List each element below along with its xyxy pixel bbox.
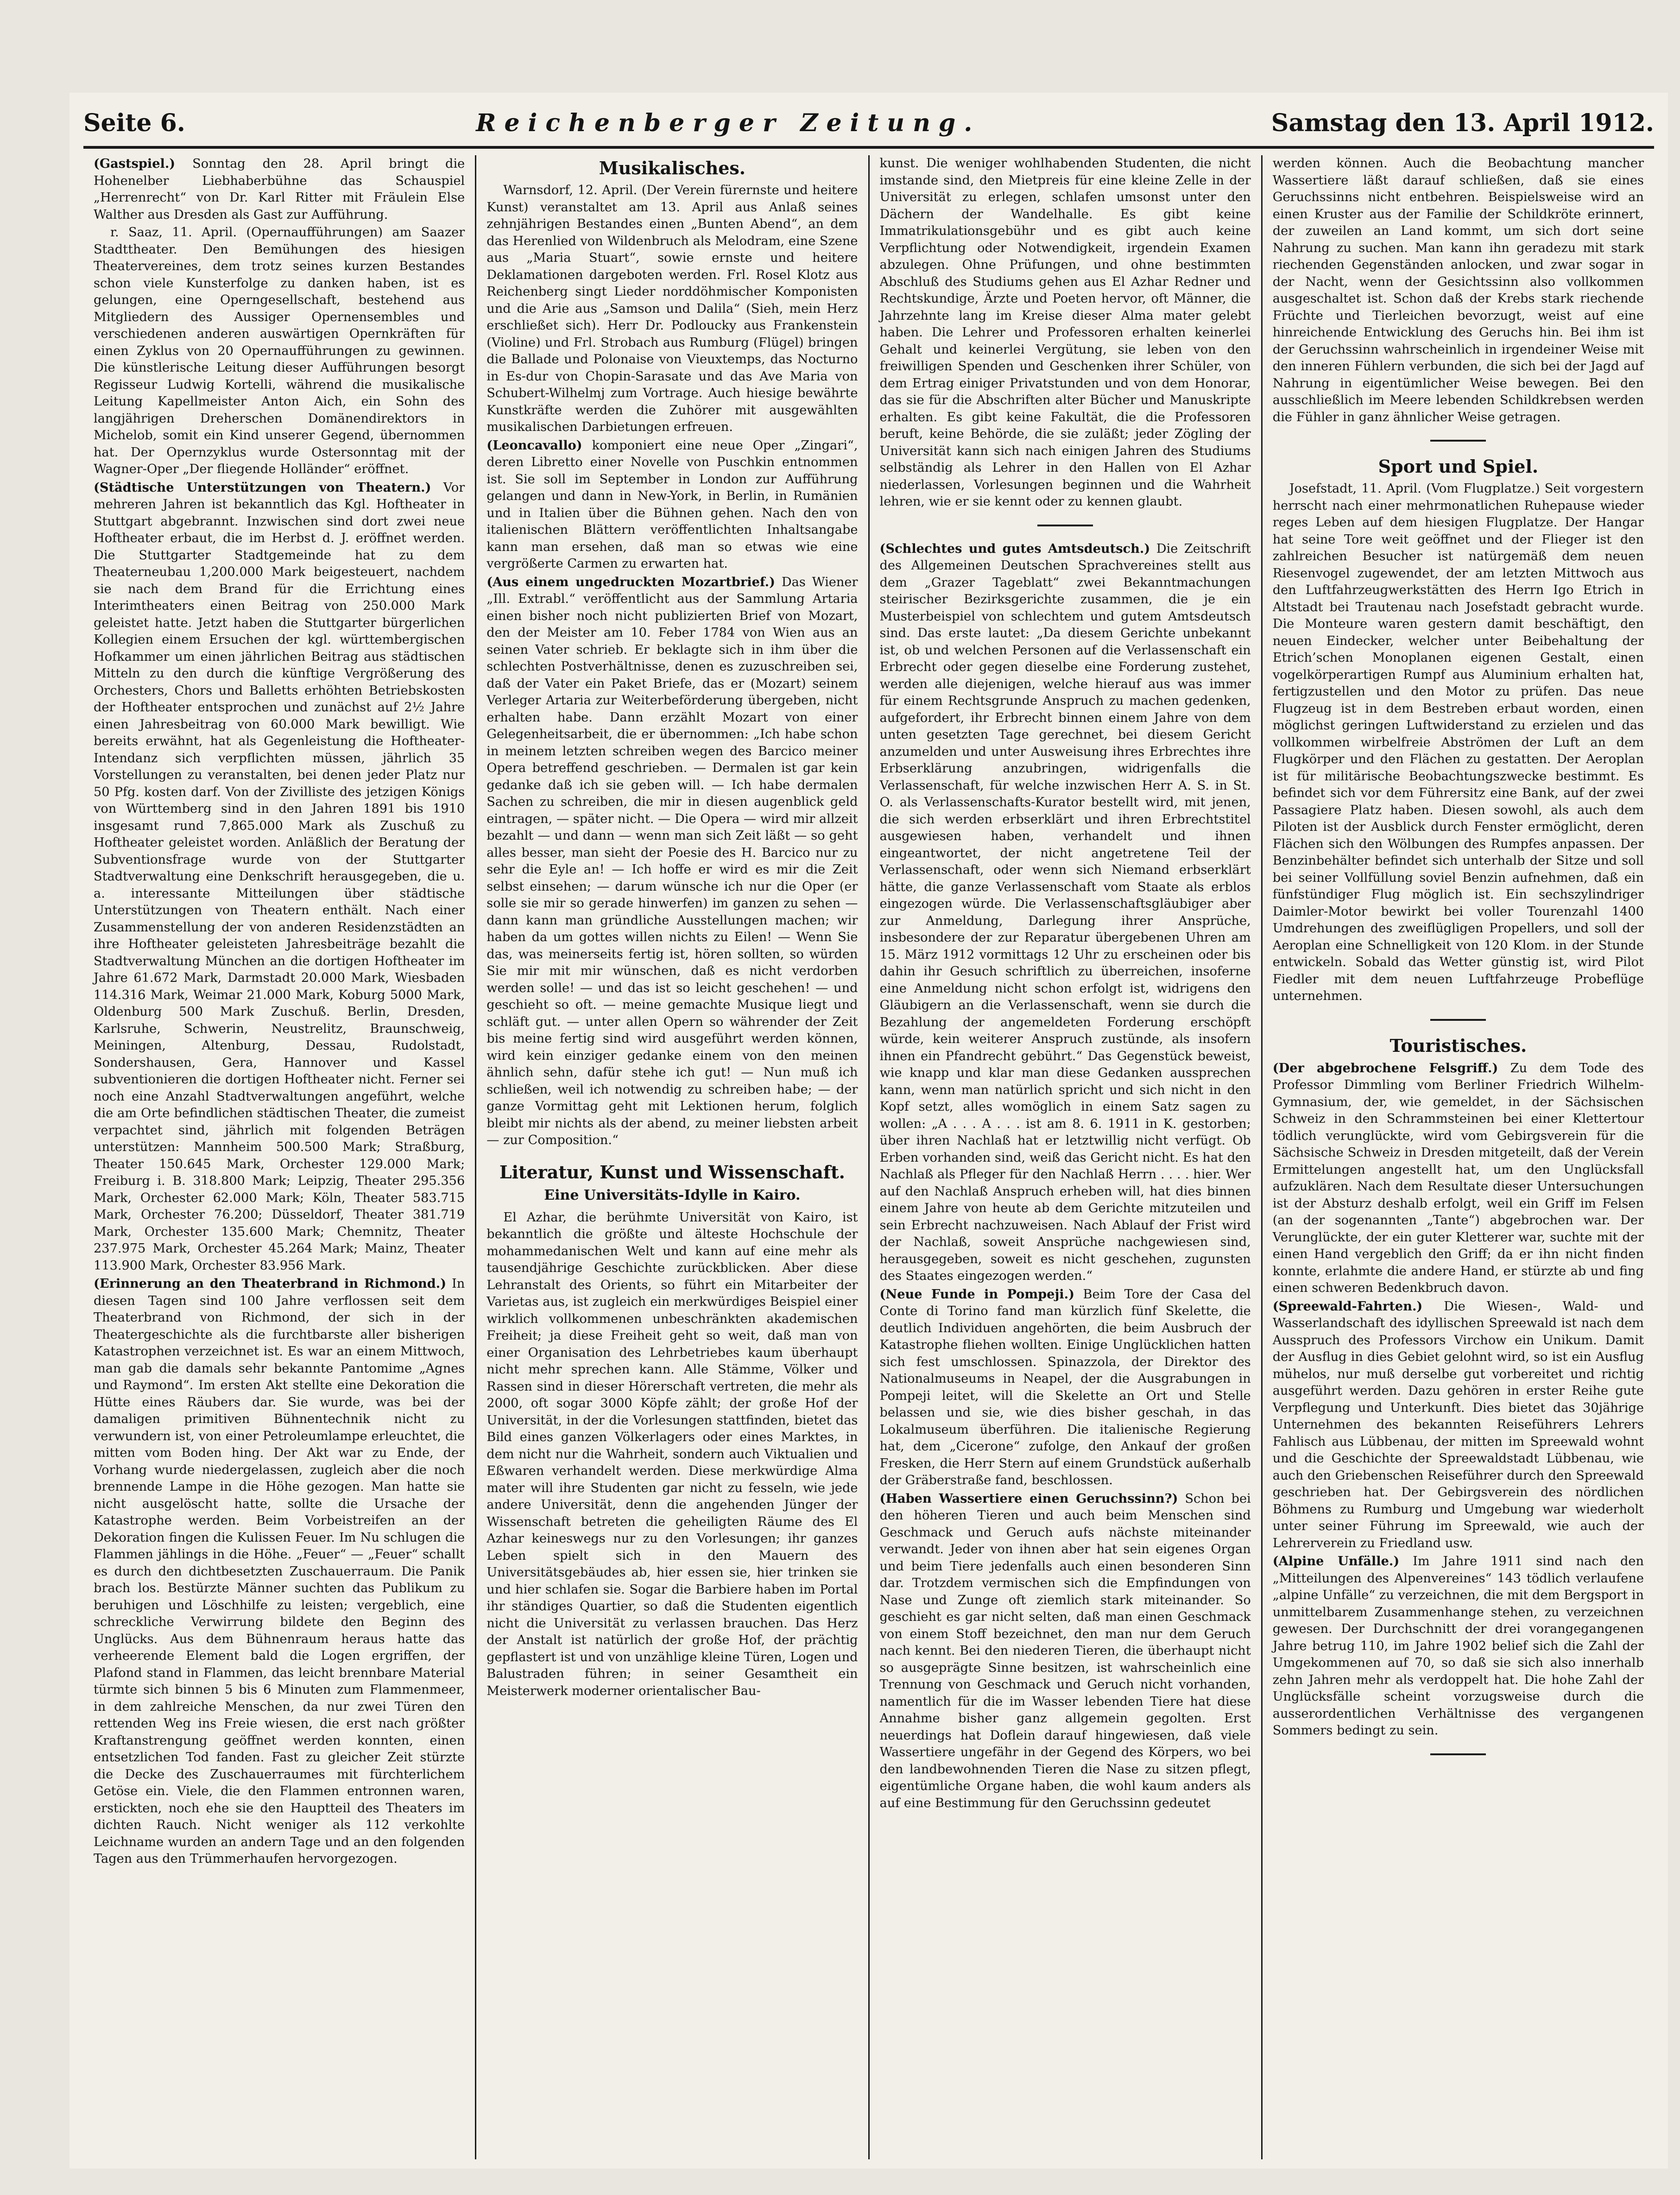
article-title-kairo: Eine Universitäts-Idylle in Kairo. [544, 1187, 801, 1203]
article-el-azhar-continued: kunst. Die weniger wohlhabenden Studenten, die nicht imstande sind, den Mietpreis für eine kleine Zelle in der Universität zu erlegen, schlafen umsonst unter den Dächern der Wandelhalle. Es gibt keine Immatrikulationsgebühr und es gibt auch keine Verpflichtung oder Notwendigkeit, irgendein Examen abzulegen. Ohne Prüfungen, und ohne bestimmten Abschluß des Studiums gehen aus El Azhar Redner und Rechtskundige, Ärzte und Poeten hervor, oft Männer, die Jahrzehnte lang im Kreise dieser Alma mater gelebt haben. Die Lehrer und Professoren erhalten keinerlei Gehalt und keinerlei Vergütung, sie leben von den freiwilligen Spenden und Geschenken ihrer Schüler, von dem Ertrag einiger Privatstunden und von dem Honorar, das sie für die Abschriften alter Bücher und Manuskripte erhalten. Es gibt keine Fakultät, die die Professoren beruft, keine Behörde, die sie zuläßt; jeder Zögling der Universität kann sich nach einigen Jahren des Studiums selbständig als Lehrer in den Hallen von El Azhar niederlassen, Vorlesungen beginnen und die Wahrheit lehren, wie er sie kennt oder zu kennen glaubt. [879, 156, 1251, 509]
article-richmond: (Erinnerung an den Theaterbrand in Richmond.) In diesen Tagen sind 100 Jahre verflossen seit dem Theaterbrand von Richmond, der sich in der Theatergeschichte als die furchtbarste aller bisherigen Katastrophen verzeichnet ist. Es war an einem Mittwoch, man gab die damals sehr bekannte Pantomime „Agnes und Raymond“. Im ersten Akt stellte eine Dekoration die Hütte eines Räubers dar. Sie wurde, was bei der damaligen primitiven Bühnentechnik nicht zu verwundern ist, von einer Petroleumlampe erleuchtet, die mitten vom Boden hing. Der Akt war zu Ende, der Vorhang wurde niedergelassen, zugleich aber die noch brennende Lampe in die Höhe gezogen. Man hatte sie nicht ausgelöscht hatte, sollte die Ursache der Katastrophe werden. Beim Vorbeistreifen an der Dekoration fingen die Kulissen Feuer. Im Nu schlugen die Flammen jählings in die Höhe. „Feuer“ — „Feuer“ schallt es durch den dichtbesetzten Zuschauerraum. Die Panik brach los. Bestürzte Männer suchten das Publikum zu beruhigen und Löschhilfe zu leisten; vergeblich, eine schreckliche Verwirrung bildete den Beginn des Unglücks. Aus dem Bühnenraum heraus hatte das verheerende Element bald die Logen ergriffen, der Plafond stand in Flammen, das leicht brennbare Material türmte sich binnen 5 bis 6 Minuten zum Flammenmeer, in dem zahlreiche Menschen, da nur zwei Türen den rettenden Weg ins Freie wiesen, die erst nach größter Kraftanstrengung geöffnet werden konnten, einen entsetzlichen Tod fanden. Fast zu gleicher Zeit stürzte die Decke des Zuschauerraumes mit fürchterlichem Getöse ein. Viele, die den Flammen entronnen waren, erstickten, noch ehe sie den Hauptteil des Theaters im dichten Rauch. Nicht weniger als 112 verkohlte Leichname wurden an andern Tage und an den folgenden Tagen aus den Trümmerhaufen hervorgezogen. [94, 1276, 465, 1866]
page-number: Seite 6. [83, 108, 185, 137]
section-heading-sport: Sport und Spiel. [1378, 456, 1539, 477]
page-header [83, 102, 1654, 144]
section-heading-touristik: Touristisches. [1389, 1035, 1527, 1056]
article-gastspiel: (Gastspiel.) Sonntag den 28. April bringt die Hohenelber Liebhaberbühne das Schauspiel „Herrenrecht“ von Dr. Karl Ritter mit Fräulein Else Walther aus Dresden als Gast zur Aufführung. [94, 156, 465, 222]
article-leoncavallo: (Leoncavallo) komponiert eine neue Oper „Zingari“, deren Libretto einer Novelle von Puschkin entnommen ist. Sie soll im September in London zur Aufführung gelangen und dann in New-York, in Berlin, in Rumänien und in Italien über die Bühnen gehen. Nach den von italienischen Blättern veröffentlichten Inhaltsangabe kann man ersehen, daß man so etwas wie eine vergrößerte Carmen zu erwarten hat. [486, 437, 858, 571]
section-heading-music: Musikalisches. [599, 158, 746, 178]
article-alpine-unfaelle: (Alpine Unfälle.) Im Jahre 1911 sind nach den „Mitteilungen des Alpenvereines“ 143 tödlich verlaufene „alpine Unfälle“ zu verzeichnen, die mit dem Bergsport in unmittelbarem Zusammenhange stehen, zu verzeichnen gewesen. Der Durchschnitt der drei vorangegangenen Jahre betrug 110, im Jahre 1902 belief sich die Zahl der Umgekommenen auf 70, so daß sie sich also innerhalb zehn Jahren mehr als verdoppelt hat. Die hohe Zahl der Unglücksfälle scheint vorzugsweise durch die ausserordentlichen Verhältnisse des vergangenen Sommers bedingt zu sein. [1272, 1554, 1644, 1738]
article-warnsdorf: Warnsdorf, 12. April. (Der Verein fürernste und heitere Kunst) veranstaltet am 13. April aus Anlaß seines zehnjährigen Bestandes einen „Bunten Abend“, an dem das Herenlied von Wildenbruch als Melodram, eine Szene aus „Maria Stuart“, sowie ernste und heitere Deklamationen dargeboten werden. Frl. Rosel Klotz aus Reichenberg singt Lieder norddöhmischer Komponisten und die Arie aus „Samson und Dalila“ (Sieh, mein Herz erschließet sich). Herr Dr. Podloucky aus Frankenstein (Violine) und Frl. Strobach aus Rumburg (Flügel) bringen die Ballade und Polonaise von Vieuxtemps, das Nocturno in Es-dur von Chopin-Sarasate und das Ave Maria von Schubert-Wilhelmj zum Vortrage. Auch hiesige bewährte Kunstkräfte werden die Zuhörer mit ausgewählten musikalischen Darbietungen erfreuen. [486, 183, 858, 434]
article-wassertiere-continued: werden können. Auch die Beobachtung mancher Wassertiere läßt darauf schließen, daß sie eines Geruchssinns nicht entbehren. Beispielsweise wird an einen Kruster aus der Familie der Schildkröte erinnert, der zuweilen an Land kommt, um sich dort seine Nahrung zu suchen. Man kann ihn geradezu mit stark riechenden Gegenständen anlocken, und zwar sogar in der Nacht, wenn der Gesichtssinn also vollkommen ausgeschaltet ist. Schon daß der Krebs stark riechende Früchte und Tierleichen bevorzugt, weist auf eine hinreichende Entwicklung des Geruchs hin. Bei ihm ist der Geruchssinn wahrscheinlich in irgendeiner Weise mit den inneren Fühlern verbunden, die sich bei der Jagd auf Nahrung in eigentümlicher Weise bewegen. Bei den ausschließlich im Meere lebenden Schildkrebsen werden die Fühler in ganz ähnlicher Weise getragen. [1272, 156, 1644, 424]
article-separator [1430, 1019, 1486, 1021]
article-amtsdeutsch: (Schlechtes und gutes Amtsdeutsch.) Die Zeitschrift des Allgemeinen Deutschen Sprachvereines stellt aus dem „Grazer Tageblatt“ zwei Bekanntmachungen steirischer Bezirksgerichte zusammen, die je ein Musterbeispiel von schlechtem und gutem Amtsdeutsch sind. Das erste lautet: „Da diesem Gerichte unbekannt ist, ob und welchen Personen auf die Verlassenschaft ein Erbrecht oder gegen dieselbe eine Forderung zustehet, werden alle diejenigen, welche hierauf aus was immer für einem Rechtsgrunde Anspruch zu machen gedenken, aufgefordert, ihr Erbrecht binnen einem Jahre von dem unten gesetzten Tage gerechnet, bei diesem Gericht anzumelden und unter Ausweisung ihres Erbrechtes ihre Erbserklärung anzubringen, widrigenfalls die Verlassenschaft, für welche inzwischen Herr A. S. in St. O. als Verlassenschafts-Kurator bestellt wird, mit jenen, die sich werden erbserklärt und ihren Erbrechtstitel ausgewiesen haben, verhandelt und ihnen eingeantwortet, der nicht angetretene Teil der Verlassenschaft, oder wenn sich Niemand erbserklärt hätte, die ganze Verlassenschaft vom Staate als erblos eingezogen würde. Die Verlassenschaftsgläubiger aber zur Anmeldung, Darlegung ihrer Ansprüche, insbesondere der zur Reparatur übergebenen Uhren am 15. März 1912 vormittags 12 Uhr zu erscheinen oder bis dahin ihr Gesuch schriftlich zu überreichen, insoferne eine Anmeldung nicht schon erfolgt ist, widrigens den Gläubigern an die Verlassenschaft, wenn sie durch die Bezahlung der angemeldeten Forderung erschöpft würde, kein weiterer Anspruch zustünde, als insofern ihnen ein Pfandrecht gebührt.“ Das Gegenstück beweist, wie knapp und klar man diese Gedanken aussprechen kann, wenn man natürlich spricht und sich nicht in den Kopf setzt, alles womöglich in einem Satz sagen zu wollen: „A . . . A . . . ist am 8. 6. 1911 in K. gestorben; über ihren Nachlaß hat er letztwillig nicht verfügt. Ob Erben vorhanden sind, weiß das Gericht nicht. Es hat den Nachlaß als Pfleger für den Nachlaß Herrn . . . . hier. Wer auf den Nachlaß Anspruch erheben will, hat dies binnen einem Jahre von heute ab dem Gerichte mitzuteilen und sein Erbrecht nachzuweisen. Nach Ablauf der Frist wird der Nachlaß, soweit Ansprüche nachgewiesen sind, herausgegeben, soweit es nicht geschehen, zugunsten des Staates eingezogen werden.“ [879, 541, 1251, 1283]
column-3 [870, 155, 1263, 2159]
article-wassertiere: (Haben Wassertiere einen Geruchssinn?) Schon bei den höheren Tieren und auch beim Menschen sind Geschmack und Geruch aufs nächste miteinander verwandt. Jeder von ihnen aber hat sein eigenes Organ und beim Tiere jedenfalls auch einen besonderen Sinn dar. Trotzdem vermischen sich die Empfindungen von Nase und Zunge oft ziemlich stark miteinander. So geschieht es gar nicht selten, daß man einen Geschmack von einem Stoff bezeichnet, den man nur dem Geruch nach kennt. Bei den niederen Tieren, die überhaupt nicht so ausgeprägte Sinne besitzen, ist wahrscheinlich eine Trennung von Geschmack und Geruch nicht vorhanden, namentlich für die im Wasser lebenden Tiere hat diese Annahme bisher ganz allgemein gegolten. Erst neuerdings hat Doflein darauf hingewiesen, daß viele Wassertiere ungefähr in der Gegend des Körpers, wo bei den landbewohnenden Tieren die Nase zu sitzen pflegt, eigentümliche Organe haben, die wohl kaum anders als auf eine Bestimmung für den Geruchssinn gedeutet [879, 1491, 1251, 1810]
article-theater-subsidies: (Städtische Unterstützungen von Theatern.) Vor mehreren Jahren ist bekanntlich das Kgl. Hoftheater in Stuttgart abgebrannt. Inzwischen sind dort zwei neue Hoftheater erbaut, die im Herbst d. J. eröffnet werden. Die Stuttgarter Stadtgemeinde hat zu dem Theaterneubau 1,200.000 Mark beigesteuert, nachdem sie nach dem Brand für die Errichtung eines Interimtheaters einen Beitrag von 250.000 Mark geleistet hatte. Jetzt haben die Stuttgarter bürgerlichen Kollegien einem Ersuchen der kgl. württembergischen Hofkammer um einen jährlichen Beitrag aus städtischen Mitteln zu den durch die künftige Vergrößerung des Orchesters, Chors und Balletts erhöhten Betriebskosten der Hoftheater entsprochen und zunächst auf 2½ Jahre einen Jahresbeitrag von 60.000 Mark bewilligt. Wie bereits erwähnt, hat als Gegenleistung die Hoftheater-Intendanz sich verpflichten müssen, jährlich 35 Vorstellungen zu veranstalten, bei denen jeder Platz nur 50 Pfg. kosten darf. Von der Zivilliste des jetzigen Königs von Württemberg sind in den Jahren 1891 bis 1910 insgesamt rund 7,865.000 Mark als Zuschuß zu Hoftheater geleistet worden. Anläßlich der Beratung der Subventionsfrage wurde von der Stuttgarter Stadtverwaltung eine Denkschrift herausgegeben, die u. a. interessante Mitteilungen über städtische Unterstützungen von Theatern enthält. Nach einer Zusammenstellung der von anderen Residenzstädten an ihre Hoftheater geleisteten Jahresbeiträge bezahlt die Stadtverwaltung München an die dortigen Hoftheater im Jahre 61.672 Mark, Darmstadt 20.000 Mark, Wiesbaden 114.316 Mark, Weimar 21.000 Mark, Koburg 5000 Mark, Oldenburg 500 Mark Zuschuß. Berlin, Dresden, Karlsruhe, Schwerin, Neustrelitz, Braunschweig, Meiningen, Altenburg, Dessau, Rudolstadt, Sondershausen, Gera, Hannover und Kassel subventionieren die dortigen Hoftheater nicht. Ferner sei noch eine Anzahl Stadtverwaltungen angeführt, welche die am Orte befindlichen städtischen Theater, die zumeist verpachtet sind, jährlich mit folgenden Beträgen unterstützen: Mannheim 500.500 Mark; Straßburg, Theater 150.645 Mark, Orchester 129.000 Mark; Freiburg i. B. 318.800 Mark; Leipzig, Theater 295.356 Mark, Orchester 62.000 Mark; Köln, Theater 583.715 Mark, Orchester 76.200; Düsseldorf, Theater 381.719 Mark, Orchester 135.600 Mark; Chemnitz, Theater 237.975 Mark, Orchester 45.264 Mark; Mainz, Theater 113.900 Mark, Orchester 83.956 Mark. [94, 480, 465, 1273]
column-2 [476, 155, 869, 2159]
article-separator [1037, 525, 1093, 526]
newspaper-page [69, 93, 1668, 2169]
article-spreewald: (Spreewald-Fahrten.) Die Wiesen-, Wald- und Wasserlandschaft des idyllischen Spreewald ist nach dem Ausspruch des Professors Virchow ein Unikum. Damit der Ausflug in dies Gebiet gelohnt wird, so ist ein Ausflug mühelos, nur muß derselbe gut vorbereitet und richtig ausgeführt werden. Dazu gehören in erster Reihe gute Verpflegung und Unterkunft. Dies bietet das 30jährige Unternehmen des bekannten Reiseführers Lehrers Fahlisch aus Lübbenau, der mitten im Spreewald wohnt und die Geschichte der Spreewaldstadt Lübbenau, wie auch den Griebenschen Reiseführer durch den Spreewald geschrieben hat. Der Gebirgsverein des nördlichen Böhmens zu Rumburg und Umgebung war wiederholt unter seiner Führung im Spreewald, wie auch der Lehrerverein zu Friedland usw. [1272, 1298, 1644, 1550]
article-mozart-letter: (Aus einem ungedruckten Mozartbrief.) Das Wiener „Ill. Extrabl.“ veröffentlicht aus der Sammlung Artaria einen bisher noch nicht publizierten Brief von Mozart, den der Meister am 10. Feber 1784 von Wien aus an seinen Vater schrieb. Er beklagte sich in ihm über die schlechten Postverhältnisse, denen es zuzuschreiben sei, daß der Vater ein Paket Briefe, das er (Mozart) seinem Verleger Artaria zur Weiterbeförderung übergeben, nicht erhalten habe. Dann erzählt Mozart von einer Gelegenheitsarbeit, die er übernommen: „Ich habe schon in meinem letzten schreiben wegen des Barcico meiner Opera betreffend geschrieben. — Dermalen ist gar kein gedanke daß ich sie geben will. — Ich habe dermalen Sachen zu schreiben, die mir in diesen augenblick geld eintragen, — später nicht. — Die Opera — wird mir allzeit bezahlt — und dann — wenn man sich Zeit läßt — so geht alles besser, man sieht der Poesie des H. Barcico nur zu sehr die Eyle an! — Ich hoffe er wird es mir die Zeit selbst einsehen; — darum wünsche ich nur die Oper (er solle sie mir so gerade hinwerfen) im ganzen zu sehen — dann kann man gründliche Ausstellungen machen; wir haben da um gottes willen nichts zu Eilen! — Wenn Sie das, was meinerseits fertig ist, hören sollten, so würden Sie mir mit mir wünschen, daß es nicht verdorben werden solle! — und das ist so leicht geschehen! — und geschieht so oft. — meine gemachte Musique liegt und schläft gut. — unter allen Opern so währender der Zeit bis meine fertig sind wird ausgeführt werden können, wird kein einziger gedanke einem von den meinen ähnlich sehn, dafür stehe ich gut! — Nun muß ich schließen, weil ich notwendig zu schreiben habe; — der ganze Vormittag geht mit Lektionen herum, folglich bleibt mir nichts als der abend, zu meiner liebsten arbeit — zur Composition.“ [486, 574, 858, 1147]
article-felsgriff: (Der abgebrochene Felsgriff.) Zu dem Tode des Professor Dimmling vom Berliner Friedrich Wilhelm-Gymnasium, der, wie gemeldet, in der Sächsischen Schweiz in den Schrammsteinen bei einer Klettertour tödlich verunglückte, wird vom Gebirgsverein für die Sächsische Schweiz in Dresden mitgeteilt, daß der Verein Ermittelungen angestellt hat, um den Unglücksfall aufzuklären. Nach dem Resultate dieser Untersuchungen ist der Absturz deshalb erfolgt, weil ein Griff im Felsen (an der sogenannten „Tante“) abgebrochen war. Der Verunglückte, der ein guter Kletterer war, suchte mit der einen Hand vergeblich den Griff; da er ihn nicht finden konnte, erlahmte die andere Hand, er stürzte ab und fing einen schweren Bedenkbruch davon. [1272, 1060, 1644, 1295]
header-rule [83, 146, 1654, 149]
column-4 [1263, 155, 1654, 2159]
column-1 [83, 155, 476, 2159]
issue-date: Samstag den 13. April 1912. [1271, 108, 1654, 137]
article-separator [1430, 1753, 1486, 1755]
newspaper-title: Reichenberger Zeitung. [476, 108, 981, 137]
section-heading-literature: Literatur, Kunst und Wissenschaft. [499, 1161, 845, 1183]
article-el-azhar: El Azhar, die berühmte Universität von Kairo, ist bekanntlich die größte und älteste Hochschule der mohammedanischen Welt und kann auf eine mehr als tausendjährige Geschichte zurückblicken. Aber diese Lehranstalt des Orients, so führt ein Mitarbeiter der Varietas aus, ist zugleich ein merkwürdiges Beispiel einer wirklich vollkommenen unbeschränkten akademischen Freiheit; ja diese Freiheit geht so weit, daß man von einer Organisation des Lehrbetriebes kaum überhaupt nicht mehr sprechen kann. Alle Stämme, Völker und Rassen sind in dieser Hörerschaft vertreten, die mehr als 2000, oft sogar 3000 Köpfe zählt; der große Hof der Universität, in der die Vorlesungen stattfinden, bietet das Bild eines ganzen Völkerlagers oder eines Marktes, in dem nicht nur die Wahrheit, sondern auch Viktualien und Eßwaren verhandelt werden. Diese merkwürdige Alma mater will ihre Studenten gar nicht zu fesseln, wie jede andere Universität, denn die angehenden Jünger der Wissenschaft betreten die geheiligten Räume des El Azhar keineswegs nur zu den Vorlesungen; ihr ganzes Leben spielt sich in den Mauern des Universitätsgebäudes ab, hier essen sie, hier trinken sie und hier schlafen sie. Sogar die Barbiere haben im Portal ihr ständiges Quartier, so daß die Studenten eigentlich nicht die Universität zu verlassen brauchen. Das Herz der Anstalt ist natürlich der große Hof, der prächtig gepflastert ist und von unzählige kleine Türen, Logen und Balustraden führen; in seiner Gesamtheit ein Meisterwerk moderner orientalischer Bau- [486, 1210, 858, 1698]
columns [83, 155, 1654, 2159]
article-josefstadt: Josefstadt, 11. April. (Vom Flugplatze.) Seit vorgestern herrscht nach einer mehrmonatlichen Ruhepause wieder reges Leben auf dem hiesigen Flugplatze. Der Hangar hat seine Tore weit geöffnet und der Flieger ist den zahlreichen Besucher ist natürgemäß dem neuen Riesenvogel zugewendet, der am letzten Mittwoch aus den Luftfahrzeugwerkstätten des Herrn Igo Etrich in Altstadt bei Trautenau nach Josefstadt gebracht wurde. Die Monteure waren gestern damit beschäftigt, den neuen Eindecker, welcher unter Beibehaltung der Etrich’schen Monoplanen eigenen Gestalt, einen vogelkörperartigen Rumpf aus Aluminium erhalten hat, fertigzustellen und den Motor zu prüfen. Das neue Flugzeug ist in dem Bestreben erbaut worden, einen möglichst geringen Luftwiderstand zu erzielen und das vollkommen wirbelfreie Abströmen der Luft an dem Flugkörper und den Flächen zu gestatten. Der Aeroplan ist für militärische Beobachtungszwecke bestimmt. Es befindet sich vor dem Führersitz eine Bank, auf der zwei Passagiere Platz haben. Diesen sowohl, als auch dem Piloten ist der Ausblick durch Fenster ermöglicht, deren Flächen sich den Wölbungen des Rumpfes anpassen. Der Benzinbehälter befindet sich unterhalb der Sitze und soll bei seiner Vollfüllung soviel Benzin aufnehmen, daß ein fünfstündiger Flug möglich ist. Ein sechszylindriger Daimler-Motor bewirkt bei voller Tourenzahl 1400 Umdrehungen des zweiflügligen Propellers, und soll der Aeroplan eine Schnelligkeit von 120 Klom. in der Stunde entwickeln. Sobald das Wetter günstig ist, wird Pilot Fiedler mit dem neuen Luftfahrzeuge Probeflüge unternehmen. [1272, 481, 1644, 1003]
article-pompeji: (Neue Funde in Pompeji.) Beim Tore der Casa del Conte di Torino fand man kürzlich fünf Skelette, die deutlich Individuen angehörten, die beim Ausbruch der Katastrophe fliehen wollten. Einige Unglücklichen hatten sich fest umschlossen. Spinazzola, der Direktor des Nationalmuseums in Neapel, der die Ausgrabungen in Pompeji leitet, will die Skelette an Ort und Stelle belassen und sie, wie dies bisher geschah, in das Lokalmuseum überführen. Die italienische Regierung hat, dem „Cicerone“ zufolge, den Ankauf der großen Fresken, die Herr Stern auf einem Grundstück außerhalb der Gräberstraße fand, beschlossen. [879, 1286, 1251, 1487]
article-separator [1430, 440, 1486, 442]
article-saaz: r. Saaz, 11. April. (Opernaufführungen) am Saazer Stadttheater. Den Bemühungen des hiesigen Theatervereines, dem trotz seines kurzen Bestandes schon viele Kunsterfolge zu danken haben, ist es gelungen, eine Operngesellschaft, bestehend aus Mitgliedern des Aussiger Opernensembles und verschiedenen anderen auswärtigen Opernkräften für einen Zyklus von 20 Opernaufführungen zu gewinnen. Die künstlerische Leitung dieser Aufführungen besorgt Regisseur Ludwig Kortelli, während die musikalische Leitung Kapellmeister Anton Aich, ein Sohn des langjährigen Dreherschen Domänendirektors in Michelob, somit ein Kind unserer Gegend, übernommen hat. Der Opernzyklus wurde Ostersonntag mit der Wagner-Oper „Der fliegende Holländer“ eröffnet. [94, 225, 465, 476]
